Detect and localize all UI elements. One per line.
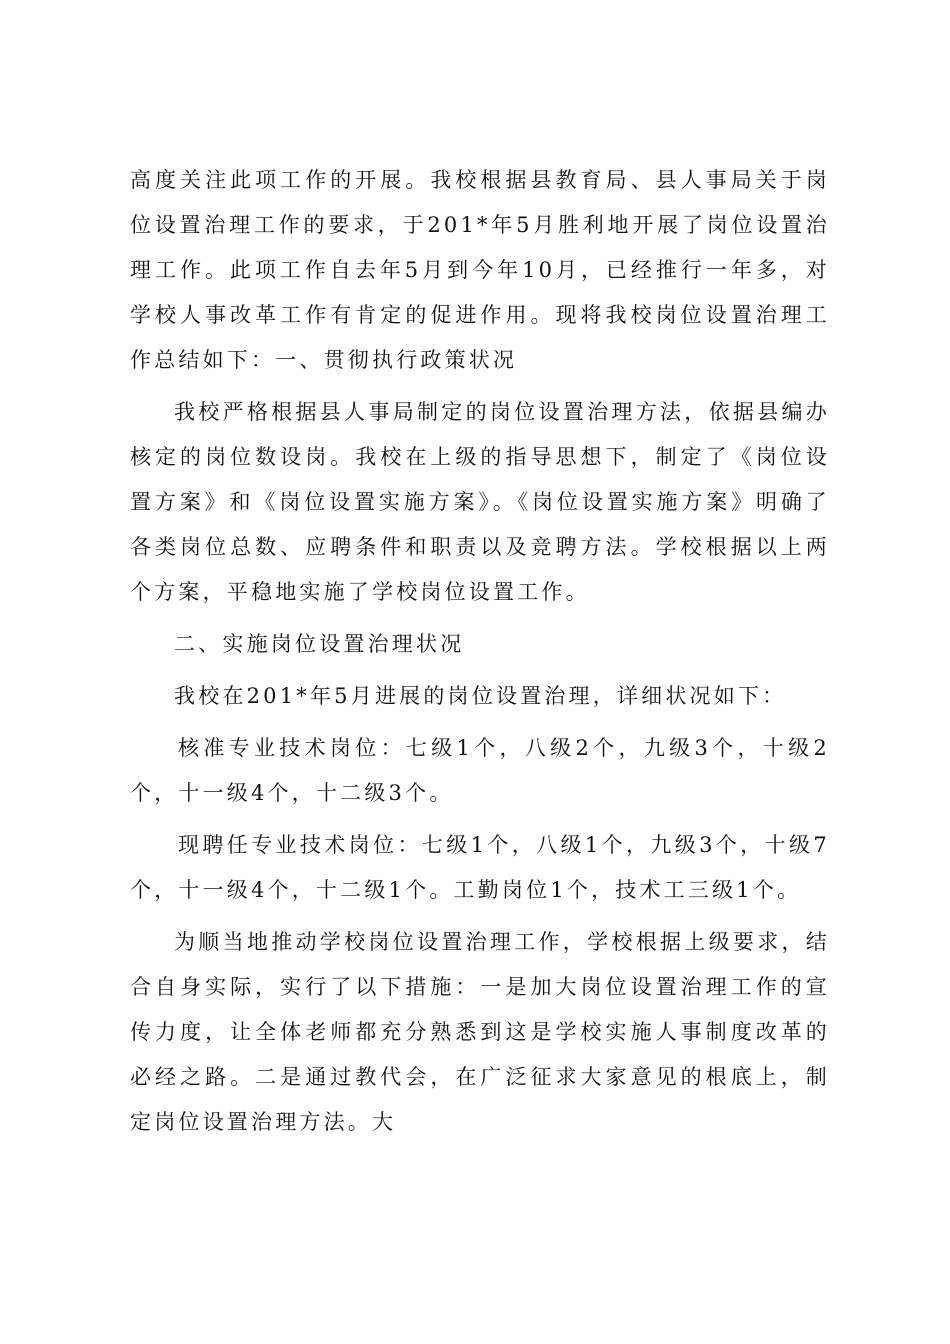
paragraph-policy: 我校严格根据县人事局制定的岗位设置治理方法，依据县编办核定的岗位数设岗。我校在上级的指导思想下，制定了《岗位设置方案》和《岗位设置实施方案》。《岗位设置实施方案》明确了各类岗位总数、应聘条件和职责以及竞聘方法。学校根据以上两个方案，平稳地实施了学校岗位设置工作。 <box>130 400 830 604</box>
paragraph-measures: 为顺当地推动学校岗位设置治理工作，学校根据上级要求，结合自身实际，实行了以下措施：一是加大岗位设置治理工作的宣传力度，让全体老师都充分熟悉到这是学校实施人事制度改革的必经之路。二是通过教代会，在广泛征求大家意见的根底上，制定岗位设置治理方法。大 <box>130 930 830 1134</box>
paragraph-approved-posts: 核准专业技术岗位：七级1个，八级2个，九级3个，十级2个，十一级4个，十二级3个。 <box>130 736 830 805</box>
section-heading-implementation: 二、实施岗位设置治理状况 <box>174 632 465 656</box>
paragraph-situation: 我校在201*年5月进展的岗位设置治理，详细状况如下： <box>174 684 787 708</box>
document-body <box>130 158 830 1152</box>
paragraph-intro: 高度关注此项工作的开展。我校根据县教育局、县人事局关于岗位设置治理工作的要求，于201*年5月胜利地开展了岗位设置治理工作。此项工作自去年5月到今年10月，已经推行一年多，对学校人事改革工作有肯定的促进作用。现将我校岗位设置治理工作总结如下：一、贯彻执行政策状况 <box>130 168 830 372</box>
paragraph-current-posts: 现聘任专业技术岗位：七级1个，八级1个，九级3个，十级7个，十一级4个，十二级1个。工勤岗位1个，技术工三级1个。 <box>130 833 830 902</box>
